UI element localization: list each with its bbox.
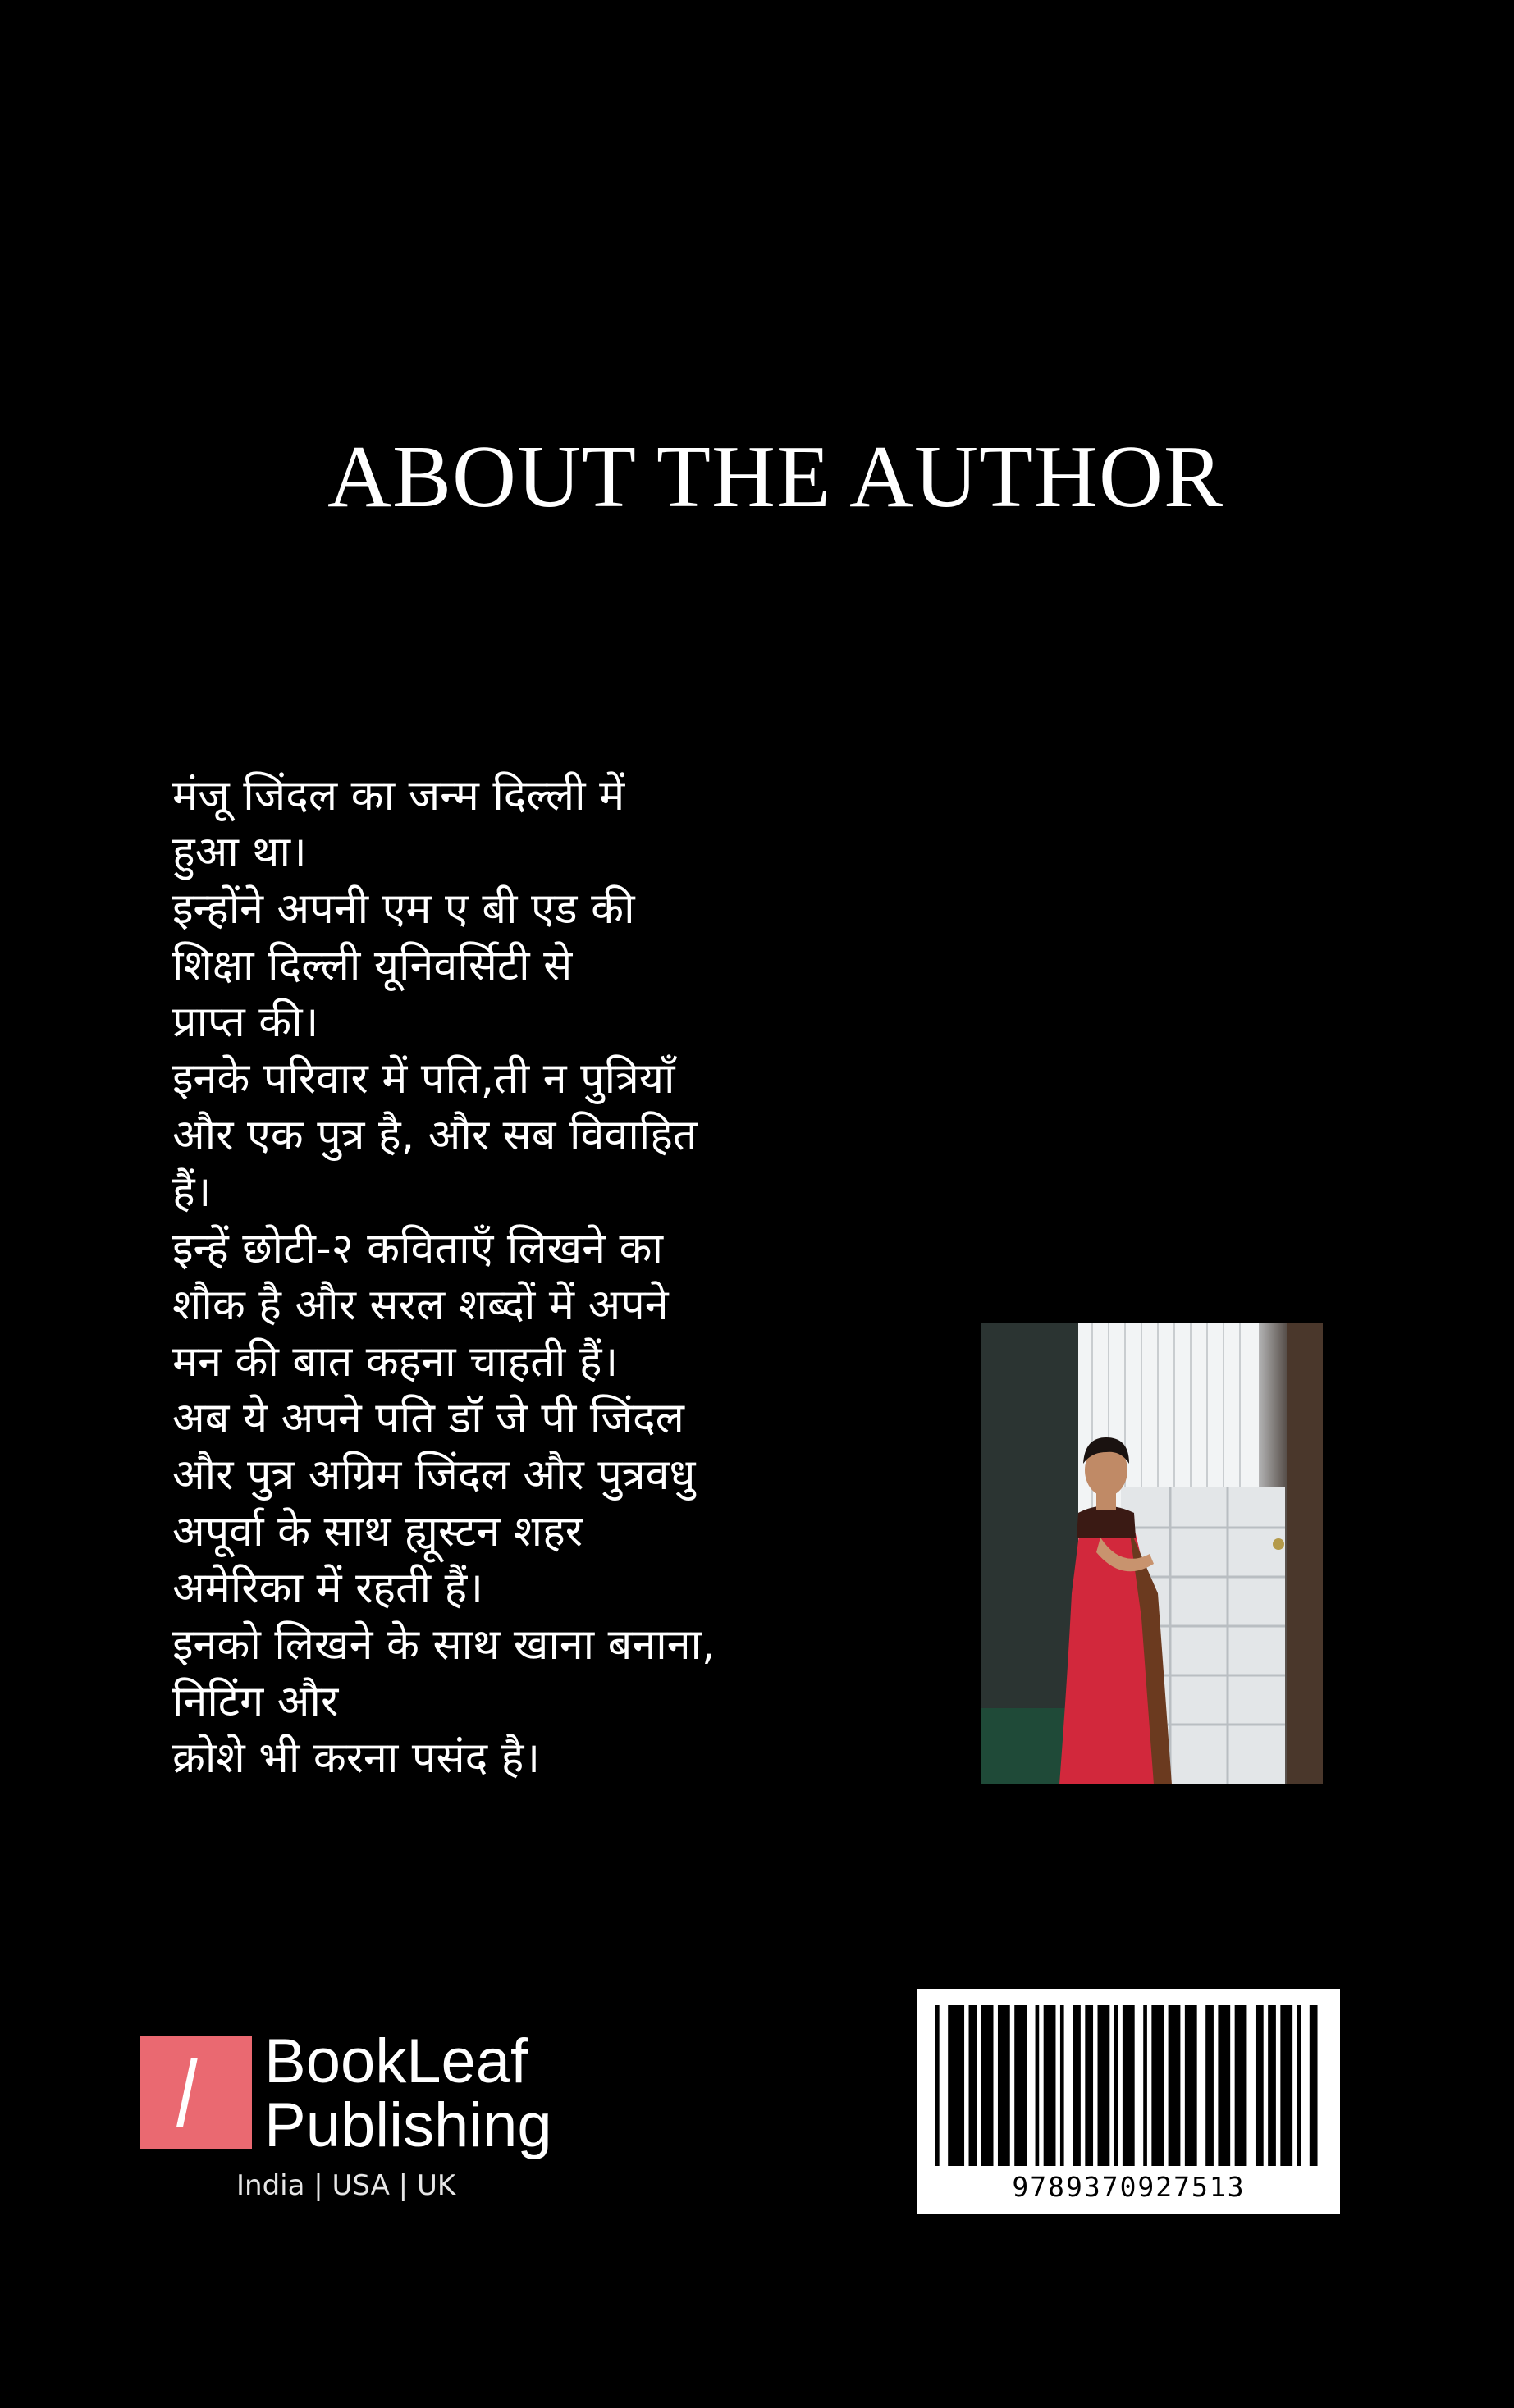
bio-line: इनके परिवार में पति,ती न पुत्रियाँ	[172, 1054, 675, 1103]
publisher-regions: India | USA | UK	[236, 2169, 456, 2202]
bio-line: इन्हें छोटी-२ कविताएँ लिखने का	[172, 1224, 663, 1273]
barcode-bar	[1310, 2005, 1318, 2166]
publisher-name-line2: Publishing	[264, 2090, 552, 2160]
publisher-name	[264, 2026, 552, 2160]
slash-icon	[176, 2058, 198, 2127]
bio-line: अब ये अपने पति डॉ जे पी जिंदल	[172, 1394, 684, 1443]
barcode-bar	[969, 2005, 977, 2166]
barcode-bar	[1014, 2005, 1027, 2166]
barcode-bar	[1297, 2005, 1301, 2166]
barcode-bar	[1151, 2005, 1164, 2166]
barcode-bar	[1169, 2005, 1181, 2166]
barcode-bar	[1268, 2005, 1276, 2166]
bio-line: शौक है और सरल शब्दों में अपने	[172, 1281, 669, 1330]
barcode-bar	[948, 2005, 964, 2166]
bio-line: और एक पुत्र है, और सब विवाहित	[172, 1111, 698, 1160]
bio-line: इन्होंने अपनी एम ए बी एड की	[172, 884, 635, 934]
bio-line: और पुत्र अग्रिम जिंदल और पुत्रवधु	[172, 1451, 696, 1500]
bio-line: हुआ था।	[172, 828, 307, 877]
barcode-bar	[1085, 2005, 1093, 2166]
isbn-number: 9789370927513	[1012, 2171, 1246, 2203]
author-bio	[172, 768, 911, 1787]
barcode-bars	[935, 2005, 1322, 2166]
bio-line: मन की बात कहना चाहती हैं।	[172, 1337, 619, 1387]
bio-line: अमेरिका में रहती हैं।	[172, 1564, 483, 1613]
barcode-bar	[1143, 2005, 1147, 2166]
bio-line: निटिंग और	[172, 1677, 339, 1726]
barcode-bar	[1205, 2005, 1214, 2166]
barcode-bar	[1185, 2005, 1197, 2166]
barcode-bar	[1044, 2005, 1056, 2166]
bio-line: मंजू जिंदल का जन्म दिल्ली में	[172, 771, 625, 820]
publisher-logo-mark	[140, 2036, 252, 2149]
barcode-bar	[1218, 2005, 1230, 2166]
bio-line: इनको लिखने के साथ खाना बनाना,	[172, 1620, 716, 1670]
publisher-name-line1: BookLeaf	[264, 2026, 528, 2096]
bio-line: शिक्षा दिल्ली यूनिवर्सिटी से	[172, 941, 573, 990]
barcode-bar	[1114, 2005, 1118, 2166]
barcode-bar	[1036, 2005, 1040, 2166]
bio-line: अपूर्वा के साथ ह्यूस्टन शहर	[172, 1507, 583, 1556]
bio-line: प्राप्त की।	[172, 998, 319, 1047]
bio-line: क्रोशे भी करना पसंद है।	[172, 1734, 541, 1783]
barcode-bar	[1073, 2005, 1081, 2166]
isbn-barcode	[917, 1989, 1340, 2214]
barcode-bar	[981, 2005, 994, 2166]
author-photo-illustration	[981, 1323, 1323, 1784]
barcode-bar	[998, 2005, 1010, 2166]
page-title: ABOUT THE AUTHOR	[327, 428, 1224, 526]
author-photo	[981, 1323, 1323, 1784]
barcode-bar	[1098, 2005, 1110, 2166]
barcode-bar	[1256, 2005, 1264, 2166]
barcode-bar	[1280, 2005, 1292, 2166]
barcode-bar	[1123, 2005, 1135, 2166]
barcode-bar	[935, 2005, 940, 2166]
barcode-bar	[1060, 2005, 1064, 2166]
barcode-bar	[1235, 2005, 1247, 2166]
bio-line: हैं।	[172, 1167, 212, 1217]
